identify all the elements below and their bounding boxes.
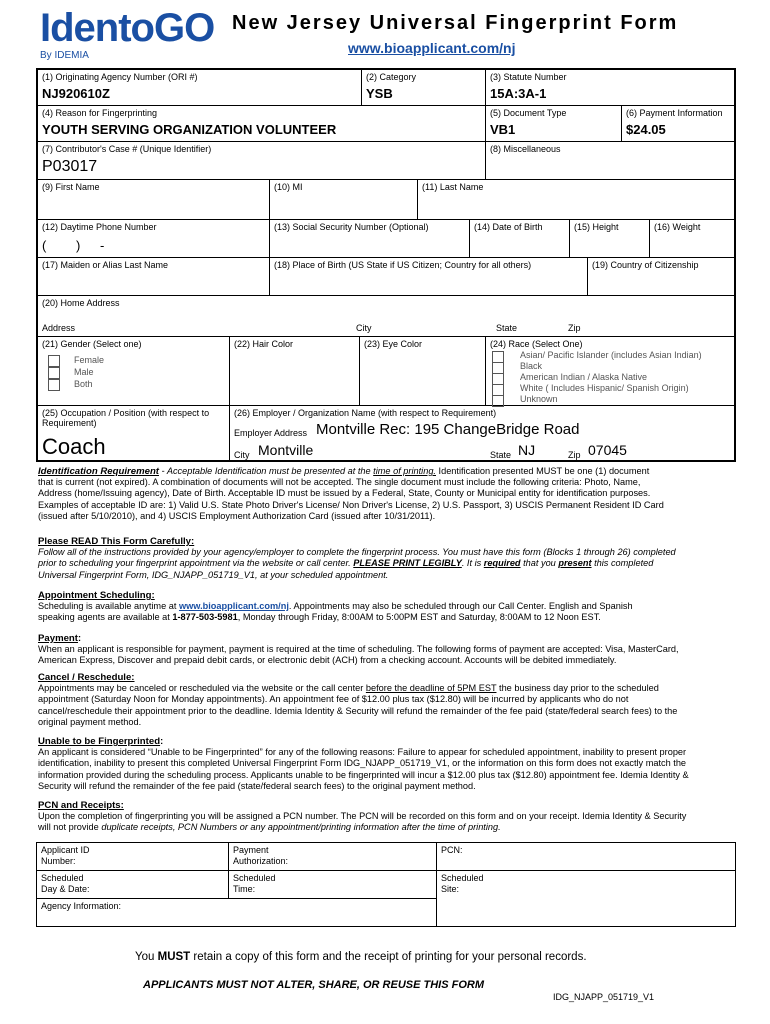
field-label: (10) MI xyxy=(274,182,303,192)
text: that you xyxy=(520,558,559,569)
zip-label: Zip xyxy=(568,323,581,333)
field-ssn[interactable] xyxy=(270,220,470,258)
scheduled-day-field[interactable] xyxy=(37,871,229,899)
field-mi[interactable] xyxy=(270,180,418,220)
field-citizenship[interactable] xyxy=(588,258,736,296)
field-case-number[interactable] xyxy=(38,142,486,180)
text: before the deadline of 5PM EST xyxy=(365,683,497,694)
agency-info-field[interactable] xyxy=(37,899,437,926)
text: information provided during the scheduling process. Applicants unable to be fingerprinted will incur a $12.00 plus tax ($12.80) appointment fee. Idemia Identity & xyxy=(38,769,689,780)
gender-option: Female xyxy=(74,355,105,365)
idemia-logo xyxy=(40,8,225,60)
field-value: 15A:3A-1 xyxy=(490,86,547,101)
header-url-link[interactable]: www.bioapplicant.com/nj xyxy=(348,40,516,56)
text: Day & Date: xyxy=(41,884,90,894)
payment-section xyxy=(38,633,738,667)
scheduling-heading: Appointment Scheduling: xyxy=(38,590,155,601)
scheduled-time-field[interactable] xyxy=(229,871,437,899)
field-home-address[interactable] xyxy=(38,296,736,336)
unable-heading: Unable to be Fingerprinted xyxy=(38,736,161,747)
text: Scheduled xyxy=(441,873,484,883)
retain-notice xyxy=(135,951,587,963)
read-heading: Please READ This Form Carefully: xyxy=(38,536,195,547)
text: present xyxy=(558,558,592,569)
field-label: (20) Home Address xyxy=(42,298,120,308)
text: MUST xyxy=(157,951,191,963)
field-label: (14) Date of Birth xyxy=(474,222,543,232)
scheduling-url-link[interactable]: www.bioapplicant.com/nj xyxy=(178,601,289,612)
field-label: (1) Originating Agency Number (ORI #) xyxy=(42,72,198,82)
field-weight[interactable] xyxy=(650,220,736,258)
gender-both-checkbox[interactable] xyxy=(48,379,60,391)
text: Authorization: xyxy=(233,856,289,866)
text: . Appointments may also be scheduled through our Call Center. English and Spanish xyxy=(288,601,633,612)
employer-state-value: NJ xyxy=(518,442,536,458)
field-value: NJ920610Z xyxy=(42,86,110,101)
scheduled-site-field[interactable] xyxy=(437,871,735,926)
field-label: (4) Reason for Fingerprinting xyxy=(42,108,158,118)
field-maiden-name[interactable] xyxy=(38,258,270,296)
applicant-id-field[interactable] xyxy=(37,843,229,871)
field-value: VB1 xyxy=(490,122,516,137)
field-payment-info[interactable] xyxy=(622,106,736,142)
phone-paren-close: ) xyxy=(76,238,81,253)
field-gender xyxy=(38,336,230,406)
text: Agency Information: xyxy=(41,901,122,911)
address-label: Address xyxy=(42,323,76,333)
read-section xyxy=(38,536,738,581)
field-dob[interactable] xyxy=(470,220,570,258)
field-label: (3) Statute Number xyxy=(490,72,567,82)
text: When an applicant is responsible for payment, payment is required at the time of scheduling. The following forms of payment are accepted: Visa, MasterCard, xyxy=(38,644,679,655)
field-label: (25) Occupation / Position (with respect to xyxy=(42,408,210,418)
field-document-type[interactable] xyxy=(486,106,622,142)
text: this completed xyxy=(591,558,654,569)
text: time of printing. xyxy=(373,466,436,476)
id-requirement-heading: Identification Requirement xyxy=(38,466,159,477)
race-option: Unknown xyxy=(520,394,558,404)
field-label: (23) Eye Color xyxy=(364,339,423,349)
field-label: (18) Place of Birth (US State if US Citizen; Country for all others) xyxy=(274,260,532,270)
text: retain a copy of this form and the receipt of printing for your personal records. xyxy=(190,951,587,963)
logo-subtext: By IDEMIA xyxy=(40,50,89,61)
field-label: (16) Weight xyxy=(654,222,701,232)
field-place-of-birth[interactable] xyxy=(270,258,588,296)
field-eye-color[interactable] xyxy=(360,336,486,406)
scheduling-section xyxy=(38,590,738,624)
state-label: State xyxy=(496,323,518,333)
text: Examples of acceptable ID are: 1) Valid U.S. State Photo Driver's License/ Non Driver's License, 2) U.S. Passport, 3) USCIS Permanent Resident ID Card xyxy=(38,499,664,510)
field-value: P03017 xyxy=(42,158,98,175)
payment-auth-field[interactable] xyxy=(229,843,437,871)
gender-male-checkbox[interactable] xyxy=(48,367,60,379)
form-title: New Jersey Universal Fingerprint Form xyxy=(232,12,679,34)
unable-section xyxy=(38,736,738,792)
field-label: (5) Document Type xyxy=(490,108,567,118)
employer-zip-label: Zip xyxy=(568,450,581,460)
employer-city-label: City xyxy=(234,450,250,460)
field-label-cont: Requirement) xyxy=(42,418,97,428)
field-label: (13) Social Security Number (Optional) xyxy=(274,222,429,232)
text: duplicate receipts, PCN Numbers or any appointment/printing information after the time of printing. xyxy=(101,822,501,833)
field-miscellaneous[interactable] xyxy=(486,142,736,180)
text: Scheduled xyxy=(233,873,276,883)
field-height[interactable] xyxy=(570,220,650,258)
field-phone[interactable] xyxy=(38,220,270,258)
field-last-name[interactable] xyxy=(418,180,736,220)
text: American Express, Discover and prepaid debit cards, or electronic debit (ACH) from a checking account. Accounts will be debited immediately. xyxy=(38,655,617,666)
field-statute[interactable] xyxy=(486,70,736,106)
field-label: (9) First Name xyxy=(42,182,100,192)
field-employer[interactable] xyxy=(230,406,736,460)
field-label: (26) Employer / Organization Name (with respect to Requirement) xyxy=(234,408,497,418)
employer-city-value: Montville xyxy=(258,442,314,458)
field-label: (19) Country of Citizenship xyxy=(592,260,699,270)
text: that is current (not expired). A combination of documents will not be accepted. The single document must include the following criteria: Photo, Name, xyxy=(38,477,641,488)
field-label: (8) Miscellaneous xyxy=(490,144,561,154)
employer-state-label: State xyxy=(490,450,512,460)
field-label: (7) Contributor's Case # (Unique Identifier) xyxy=(42,144,212,154)
field-label: (22) Hair Color xyxy=(234,339,294,349)
text: An applicant is considered “Unable to be Fingerprinted” for any of the following reasons: Failure to appear for scheduled appointment, inability to present proper xyxy=(38,747,687,758)
field-value: $24.05 xyxy=(626,122,666,137)
field-occupation[interactable] xyxy=(38,406,230,460)
field-reason[interactable] xyxy=(38,106,486,142)
text: identification, inability to present this completed Universal Fingerprint Form IDG_NJAPP_051719_V1, or the information on this form does not exactly match the xyxy=(38,758,687,769)
text: cancel/reschedule their appointment prior to the deadline. Idemia Identity & Security will refund the remainder of the fee paid (state/federal search fees) to the xyxy=(38,705,678,716)
gender-female-checkbox[interactable] xyxy=(48,355,60,367)
text: : xyxy=(78,633,82,643)
phone-paren-open: ( xyxy=(42,238,47,253)
text: Site: xyxy=(441,884,460,894)
field-category[interactable] xyxy=(362,70,486,106)
field-label: (6) Payment Information xyxy=(626,108,723,118)
cancel-section xyxy=(38,672,738,728)
text: Scheduled xyxy=(41,873,84,883)
text: PCN: xyxy=(441,845,463,855)
text: Appointments may be canceled or rescheduled via the website or the call center xyxy=(38,683,366,694)
field-ori[interactable] xyxy=(38,70,362,106)
pcn-field[interactable] xyxy=(437,843,735,871)
text: - Acceptable Identification must be presented at the xyxy=(159,466,374,476)
field-race xyxy=(486,336,736,406)
field-label: (12) Daytime Phone Number xyxy=(42,222,157,232)
text: prior to scheduling your fingerprint appointment via the website or call center. xyxy=(38,558,354,569)
text: speaking agents are available at xyxy=(38,612,173,623)
call-center-phone: 1-877-503-5981 xyxy=(172,612,238,623)
text: Payment xyxy=(233,845,269,855)
employer-zip-value: 07045 xyxy=(588,442,627,458)
race-option: Black xyxy=(520,361,543,371)
fingerprint-form xyxy=(36,68,736,462)
id-requirement-section xyxy=(38,466,738,522)
gender-option: Male xyxy=(74,367,94,377)
logo-text: IdentoGO xyxy=(40,6,215,50)
field-label: (21) Gender (Select one) xyxy=(42,339,142,349)
text: Universal Fingerprint Form, IDG_NJAPP_051719_V1, at your scheduled appointment. xyxy=(38,569,389,580)
text: PLEASE PRINT LEGIBLY xyxy=(353,558,462,569)
text: , Monday through Friday, 8:00AM to 5:00PM EST and Saturday, 8:00AM to 12 Noon EST. xyxy=(237,612,601,623)
text: Identification presented MUST be one (1) document xyxy=(435,466,650,476)
payment-heading: Payment xyxy=(38,633,78,644)
text: the business day prior to the scheduled xyxy=(496,683,659,694)
occupation-value: Coach xyxy=(42,434,106,459)
field-first-name[interactable] xyxy=(38,180,270,220)
race-option: White ( Includes Hispanic/ Spanish Origin) xyxy=(520,383,689,393)
phone-dash: - xyxy=(100,238,105,253)
field-value: YOUTH SERVING ORGANIZATION VOLUNTEER xyxy=(42,122,337,137)
city-label: City xyxy=(356,323,372,333)
text: : xyxy=(160,736,164,746)
race-option: Asian/ Pacific Islander (includes Asian Indian) xyxy=(520,350,702,360)
text: Address (home/Issuing agency), Date of Birth. Acceptable ID must be issued by a Federal, State, County or Municipal entity for identification purposes. xyxy=(38,488,651,499)
field-label: (15) Height xyxy=(574,222,619,232)
text: will not provide xyxy=(38,822,102,833)
text: appointment (Saturday Noon for Monday appointments). An appointment fee of $12.00 plus tax ($12.80) will be incurred by applicants who do not xyxy=(38,694,629,705)
office-use-grid xyxy=(36,842,736,927)
text: Follow all of the instructions provided by your agency/employer to complete the fingerprint process. You must have this form (Blocks 1 through 26) completed xyxy=(38,547,676,558)
employer-address-label: Employer Address xyxy=(234,428,308,438)
field-label: (11) Last Name xyxy=(422,182,484,192)
text: . It is xyxy=(461,558,484,569)
text: (issued after 5/10/2010), and 4) USCIS Employment Authorization Card (issued after 10/31/2011). xyxy=(38,510,436,521)
pcn-heading: PCN and Receipts: xyxy=(38,800,124,811)
race-option: American Indian / Alaska Native xyxy=(520,372,648,382)
text: Number: xyxy=(41,856,76,866)
text: Time: xyxy=(233,884,256,894)
text: Applicant ID xyxy=(41,845,90,855)
field-label: (24) Race (Select One) xyxy=(490,339,583,349)
cancel-heading: Cancel / Reschedule: xyxy=(38,672,135,683)
field-value: YSB xyxy=(366,86,393,101)
pcn-section xyxy=(38,800,738,834)
form-id: IDG_NJAPP_051719_V1 xyxy=(553,992,655,1002)
text: Scheduling is available anytime at xyxy=(38,601,179,612)
text: Security will refund the remainder of the fee paid (state/federal search fees) to the original payment method. xyxy=(38,780,476,791)
text: Upon the completion of fingerprinting you will be assigned a PCN number. The PCN will be recorded on this form and on your receipt. Idemia Identity & Security xyxy=(38,811,687,822)
warning-text: APPLICANTS MUST NOT ALTER, SHARE, OR REUSE THIS FORM xyxy=(143,979,485,991)
text: You xyxy=(135,951,158,963)
employer-address-value: Montville Rec: 195 ChangeBridge Road xyxy=(316,421,580,438)
text: required xyxy=(483,558,521,569)
field-hair-color[interactable] xyxy=(230,336,360,406)
text: original payment method. xyxy=(38,716,142,727)
gender-option: Both xyxy=(74,379,93,389)
field-label: (2) Category xyxy=(366,72,417,82)
field-label: (17) Maiden or Alias Last Name xyxy=(42,260,169,270)
